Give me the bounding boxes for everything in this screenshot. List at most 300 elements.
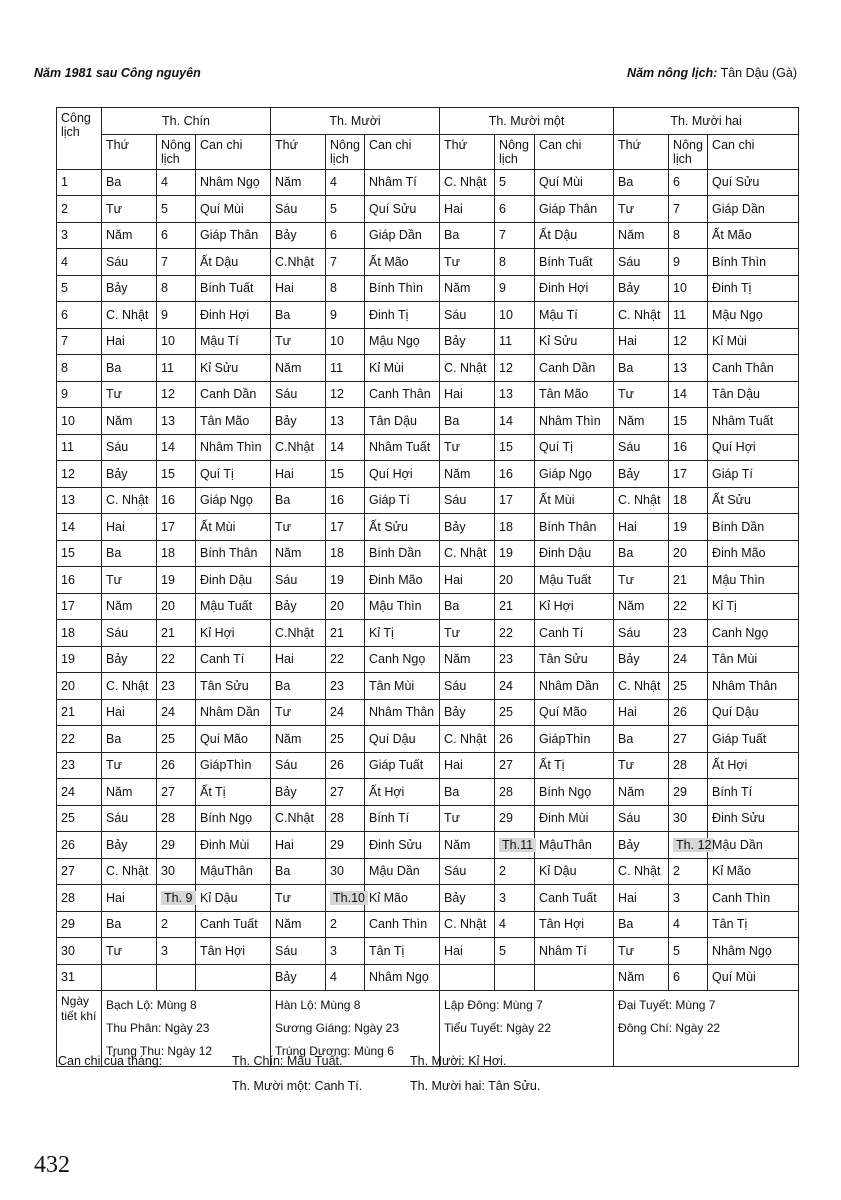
lunar-day-cell: 6: [157, 222, 196, 249]
weekday-cell: Hai: [614, 328, 669, 355]
month-start-marker: Th. 12: [673, 838, 714, 852]
can-chi-cell: Giáp Thân: [196, 222, 271, 249]
can-chi-header: Can chi: [365, 134, 440, 169]
tiet-khi-entry: Lập Đông: Mùng 7: [444, 998, 543, 1012]
lunar-day-cell: 27: [326, 779, 365, 806]
can-chi-cell: Bính Thân: [196, 540, 271, 567]
can-chi-cell: Đinh Tị: [708, 275, 799, 302]
can-chi-cell: Nhâm Tuất: [708, 408, 799, 435]
can-chi-cell: Bính Thân: [535, 514, 614, 541]
weekday-cell: Tư: [614, 196, 669, 223]
lunar-day-cell: 23: [495, 646, 535, 673]
lunar-day-cell: 22: [495, 620, 535, 647]
lunar-day-cell: 8: [157, 275, 196, 302]
sub-header-row: [57, 134, 799, 169]
weekday-cell: Hai: [614, 699, 669, 726]
lunar-day-cell: 2: [157, 911, 196, 938]
weekday-cell: Năm: [440, 275, 495, 302]
lunar-day-cell: 18: [669, 487, 708, 514]
lunar-day-cell: 21: [157, 620, 196, 647]
tiet-khi-entry: Hàn Lộ: Mùng 8: [275, 998, 361, 1012]
weekday-cell: Bảy: [271, 593, 326, 620]
can-chi-cell: Nhâm Tí: [365, 169, 440, 196]
weekday-cell: Năm: [614, 408, 669, 435]
can-chi-cell: Canh Tuất: [535, 885, 614, 912]
can-chi-cell: Ất Sửu: [365, 514, 440, 541]
lunar-day-cell: 17: [495, 487, 535, 514]
weekday-cell: Sáu: [102, 805, 157, 832]
lunar-day-cell: 8: [495, 249, 535, 276]
weekday-cell: Tư: [102, 381, 157, 408]
lunar-day-cell: 21: [669, 567, 708, 594]
weekday-cell: Tư: [440, 805, 495, 832]
lunar-day-cell: 16: [157, 487, 196, 514]
can-chi-cell: Bính Tuất: [535, 249, 614, 276]
can-chi-cell: Ất Dậu: [535, 222, 614, 249]
calendar-table: [56, 107, 799, 1067]
can-chi-cell: Nhâm Thân: [365, 699, 440, 726]
can-chi-cell: Bính Dần: [365, 540, 440, 567]
lunar-day-cell: 2: [495, 858, 535, 885]
lunar-day-cell: 11: [157, 355, 196, 382]
weekday-cell: Hai: [102, 885, 157, 912]
lunar-day-cell: 12: [326, 381, 365, 408]
weekday-cell: Bảy: [102, 832, 157, 859]
lunar-day-cell: 19: [326, 567, 365, 594]
lunar-day-cell: 15: [669, 408, 708, 435]
can-chi-cell: Kỉ Mão: [708, 858, 799, 885]
lunar-day-cell: 9: [495, 275, 535, 302]
tiet-khi-entry: Đại Tuyết: Mùng 7: [618, 998, 716, 1012]
can-chi-cell: [535, 964, 614, 991]
can-chi-header: Can chi: [535, 134, 614, 169]
weekday-cell: Bảy: [440, 885, 495, 912]
weekday-cell: Ba: [271, 302, 326, 329]
can-chi-cell: Nhâm Thìn: [535, 408, 614, 435]
can-chi-cell: Nhâm Tí: [535, 938, 614, 965]
can-chi-cell: Tân Hợi: [196, 938, 271, 965]
weekday-cell: Sáu: [102, 434, 157, 461]
weekday-cell: Hai: [440, 196, 495, 223]
can-chi-cell: Mậu Dần: [708, 832, 799, 859]
can-chi-cell: Canh Thìn: [365, 911, 440, 938]
can-chi-cell: Quí Hợi: [365, 461, 440, 488]
can-chi-cell: Kỉ Mùi: [365, 355, 440, 382]
can-chi-cell: Tân Sửu: [535, 646, 614, 673]
weekday-cell: Năm: [102, 779, 157, 806]
weekday-cell: Sáu: [271, 752, 326, 779]
lunar-day-cell: 5: [157, 196, 196, 223]
cong-lich-header: Công lịch: [57, 108, 102, 170]
can-chi-cell: Quí Mùi: [708, 964, 799, 991]
month-start-marker: Th.11: [499, 838, 536, 852]
weekday-cell: Hai: [102, 514, 157, 541]
lunar-day-cell: [157, 964, 196, 991]
lunar-day-cell: 29: [669, 779, 708, 806]
tiet-khi-entry: Sương Giáng: Ngày 23: [275, 1021, 400, 1035]
can-chi-cell: Kỉ Tị: [365, 620, 440, 647]
day-cell: 14: [57, 514, 102, 541]
can-chi-cell: Giáp Tí: [365, 487, 440, 514]
can-chi-cell: Bính Thìn: [365, 275, 440, 302]
weekday-cell: Ba: [614, 726, 669, 753]
day-cell: 19: [57, 646, 102, 673]
weekday-cell: Sáu: [614, 434, 669, 461]
tiet-khi-entry: Đông Chí: Ngày 22: [618, 1021, 721, 1035]
can-chi-cell: Mậu Tuất: [196, 593, 271, 620]
weekday-cell: Ba: [614, 169, 669, 196]
page-number: 432: [34, 1152, 70, 1178]
can-chi-cell: Nhâm Thân: [708, 673, 799, 700]
weekday-cell: C. Nhật: [440, 355, 495, 382]
thu-header: Thứ: [271, 134, 326, 169]
footer-month-10: Th. Mười: Kỉ Hợi.: [410, 1054, 507, 1068]
page-header-left: Năm 1981 sau Công nguyên: [34, 66, 201, 80]
footer-label: Can chi của tháng:: [58, 1054, 163, 1068]
lunar-day-cell: 4: [326, 964, 365, 991]
can-chi-cell: Canh Tuất: [196, 911, 271, 938]
lunar-day-cell: 15: [495, 434, 535, 461]
thu-header: Thứ: [614, 134, 669, 169]
can-chi-cell: Kỉ Hợi: [535, 593, 614, 620]
lunar-day-cell: 16: [669, 434, 708, 461]
can-chi-cell: Nhâm Dần: [535, 673, 614, 700]
lunar-day-cell: 3: [495, 885, 535, 912]
day-cell: 29: [57, 911, 102, 938]
lunar-day-cell: 9: [157, 302, 196, 329]
table-row: [57, 408, 799, 435]
can-chi-cell: Canh Thân: [365, 381, 440, 408]
table-row: [57, 461, 799, 488]
table-row: [57, 567, 799, 594]
day-cell: 16: [57, 567, 102, 594]
weekday-cell: Hai: [440, 567, 495, 594]
weekday-cell: Tư: [614, 567, 669, 594]
lunar-day-cell: 23: [669, 620, 708, 647]
weekday-cell: Bảy: [271, 964, 326, 991]
lunar-day-cell: 13: [495, 381, 535, 408]
lunar-day-cell: 29: [495, 805, 535, 832]
lunar-day-cell: 29: [326, 832, 365, 859]
lunar-day-cell: 4: [157, 169, 196, 196]
weekday-cell: Bảy: [271, 779, 326, 806]
page-header-right: [627, 66, 797, 80]
table-row: [57, 222, 799, 249]
tiet-khi-cell: [614, 991, 799, 1067]
lunar-day-cell: 7: [326, 249, 365, 276]
lunar-day-cell: 4: [495, 911, 535, 938]
can-chi-cell: Mậu Ngọ: [365, 328, 440, 355]
weekday-cell: Bảy: [271, 222, 326, 249]
lunar-day-cell: 5: [326, 196, 365, 223]
weekday-cell: Tư: [440, 620, 495, 647]
weekday-cell: C.Nhật: [271, 434, 326, 461]
can-chi-cell: Quí Tị: [535, 434, 614, 461]
can-chi-cell: Đinh Dậu: [196, 567, 271, 594]
lunar-day-cell: 29: [157, 832, 196, 859]
weekday-cell: C. Nhật: [614, 487, 669, 514]
lunar-day-cell: 26: [157, 752, 196, 779]
can-chi-cell: Mậu Thìn: [708, 567, 799, 594]
lunar-day-cell: 22: [669, 593, 708, 620]
weekday-cell: Ba: [440, 408, 495, 435]
weekday-cell: Hai: [102, 699, 157, 726]
weekday-cell: Tư: [440, 249, 495, 276]
day-cell: 27: [57, 858, 102, 885]
lunar-year-value: Tân Dậu (Gà): [720, 66, 797, 80]
thu-header: Thứ: [102, 134, 157, 169]
lunar-day-cell: 7: [669, 196, 708, 223]
can-chi-cell: Đinh Hợi: [535, 275, 614, 302]
lunar-day-cell: 16: [495, 461, 535, 488]
day-cell: 15: [57, 540, 102, 567]
day-cell: 17: [57, 593, 102, 620]
weekday-cell: Ba: [271, 858, 326, 885]
can-chi-cell: Bính Dần: [708, 514, 799, 541]
day-cell: 8: [57, 355, 102, 382]
can-chi-cell: Đinh Sửu: [708, 805, 799, 832]
lunar-day-cell: 25: [495, 699, 535, 726]
weekday-cell: Sáu: [614, 805, 669, 832]
can-chi-cell: GiápThìn: [196, 752, 271, 779]
weekday-cell: Sáu: [271, 196, 326, 223]
can-chi-header: Can chi: [708, 134, 799, 169]
lunar-day-cell: 5: [495, 169, 535, 196]
day-cell: 7: [57, 328, 102, 355]
weekday-cell: Ba: [271, 673, 326, 700]
can-chi-cell: Bính Ngọ: [196, 805, 271, 832]
lunar-day-cell: 20: [495, 567, 535, 594]
weekday-cell: Hai: [271, 832, 326, 859]
can-chi-cell: Quí Mùi: [196, 196, 271, 223]
can-chi-cell: Đinh Mùi: [196, 832, 271, 859]
lunar-day-cell: 24: [669, 646, 708, 673]
can-chi-cell: GiápThìn: [535, 726, 614, 753]
weekday-cell: Ba: [102, 540, 157, 567]
lunar-day-cell: 19: [669, 514, 708, 541]
lunar-day-cell: 2: [326, 911, 365, 938]
weekday-cell: Bảy: [614, 646, 669, 673]
weekday-cell: Năm: [271, 911, 326, 938]
can-chi-cell: Quí Mùi: [535, 169, 614, 196]
weekday-cell: Năm: [440, 461, 495, 488]
lunar-day-cell: 25: [669, 673, 708, 700]
weekday-cell: Tư: [440, 434, 495, 461]
table-row: [57, 752, 799, 779]
can-chi-cell: Mậu Tí: [535, 302, 614, 329]
weekday-cell: Hai: [271, 275, 326, 302]
day-cell: 4: [57, 249, 102, 276]
can-chi-cell: Kỉ Tị: [708, 593, 799, 620]
lunar-day-cell: 25: [157, 726, 196, 753]
table-row: [57, 487, 799, 514]
lunar-day-cell: 30: [669, 805, 708, 832]
weekday-cell: Tư: [271, 699, 326, 726]
can-chi-cell: Giáp Tí: [708, 461, 799, 488]
lunar-day-cell: 13: [157, 408, 196, 435]
can-chi-cell: Ất Hợi: [365, 779, 440, 806]
lunar-day-cell: 6: [326, 222, 365, 249]
month-start-marker: Th. 9: [161, 891, 196, 905]
day-cell: 31: [57, 964, 102, 991]
weekday-cell: Năm: [440, 832, 495, 859]
lunar-day-cell: 3: [326, 938, 365, 965]
can-chi-cell: Ất Mão: [365, 249, 440, 276]
can-chi-cell: Ất Mão: [708, 222, 799, 249]
day-cell: 30: [57, 938, 102, 965]
weekday-cell: Bảy: [102, 461, 157, 488]
lunar-day-cell: 9: [669, 249, 708, 276]
weekday-cell: Tư: [614, 938, 669, 965]
month-start-marker: Th.10: [330, 891, 368, 905]
weekday-cell: Bảy: [440, 699, 495, 726]
lunar-day-cell: 9: [326, 302, 365, 329]
can-chi-cell: Ất Hợi: [708, 752, 799, 779]
can-chi-cell: Nhâm Dần: [196, 699, 271, 726]
table-row: [57, 911, 799, 938]
weekday-cell: Bảy: [614, 832, 669, 859]
weekday-cell: Tư: [102, 196, 157, 223]
lunar-day-cell: 5: [495, 938, 535, 965]
can-chi-cell: Quí Sửu: [708, 169, 799, 196]
lunar-day-cell: 14: [326, 434, 365, 461]
lunar-day-cell: 8: [326, 275, 365, 302]
weekday-cell: Ba: [440, 593, 495, 620]
weekday-cell: Sáu: [102, 620, 157, 647]
nong-lich-header: Nông lịch: [157, 134, 196, 169]
weekday-cell: C.Nhật: [271, 805, 326, 832]
weekday-cell: Sáu: [440, 858, 495, 885]
lunar-day-cell: 19: [157, 567, 196, 594]
lunar-day-cell: 27: [157, 779, 196, 806]
can-chi-cell: Giáp Thân: [535, 196, 614, 223]
weekday-cell: Sáu: [271, 567, 326, 594]
lunar-day-cell: 23: [326, 673, 365, 700]
weekday-cell: C. Nhật: [102, 302, 157, 329]
can-chi-cell: Kỉ Sửu: [535, 328, 614, 355]
can-chi-cell: Giáp Dần: [365, 222, 440, 249]
lunar-day-cell: [326, 885, 365, 912]
can-chi-cell: Ất Sửu: [708, 487, 799, 514]
tiet-khi-label: Ngày tiết khí: [57, 991, 102, 1067]
can-chi-cell: Canh Dần: [196, 381, 271, 408]
weekday-cell: C. Nhật: [440, 169, 495, 196]
lunar-day-cell: 28: [326, 805, 365, 832]
weekday-cell: Sáu: [614, 249, 669, 276]
can-chi-cell: Đinh Mão: [708, 540, 799, 567]
day-cell: 26: [57, 832, 102, 859]
table-row: [57, 434, 799, 461]
can-chi-cell: Kỉ Sửu: [196, 355, 271, 382]
lunar-day-cell: 30: [157, 858, 196, 885]
lunar-day-cell: 23: [157, 673, 196, 700]
day-cell: 12: [57, 461, 102, 488]
day-cell: 20: [57, 673, 102, 700]
lunar-day-cell: 12: [669, 328, 708, 355]
day-cell: 13: [57, 487, 102, 514]
can-chi-cell: Canh Thân: [708, 355, 799, 382]
weekday-cell: Hai: [614, 885, 669, 912]
weekday-cell: Hai: [440, 938, 495, 965]
lunar-day-cell: 22: [326, 646, 365, 673]
can-chi-cell: MậuThân: [196, 858, 271, 885]
can-chi-cell: Bính Tí: [708, 779, 799, 806]
lunar-day-cell: 18: [157, 540, 196, 567]
lunar-day-cell: 10: [157, 328, 196, 355]
weekday-cell: Hai: [614, 514, 669, 541]
table-row: [57, 726, 799, 753]
lunar-day-cell: 18: [495, 514, 535, 541]
table-row: [57, 805, 799, 832]
can-chi-cell: Đinh Dậu: [535, 540, 614, 567]
weekday-cell: C. Nhật: [614, 673, 669, 700]
day-cell: 21: [57, 699, 102, 726]
table-row: [57, 938, 799, 965]
lunar-day-cell: 4: [326, 169, 365, 196]
lunar-day-cell: 26: [669, 699, 708, 726]
can-chi-cell: Canh Ngọ: [365, 646, 440, 673]
can-chi-cell: Tân Mão: [196, 408, 271, 435]
weekday-cell: Hai: [440, 752, 495, 779]
lunar-day-cell: 3: [669, 885, 708, 912]
table-row: [57, 620, 799, 647]
lunar-day-cell: 14: [669, 381, 708, 408]
month-header: Th. Mười hai: [614, 108, 799, 135]
can-chi-cell: Đinh Mão: [365, 567, 440, 594]
table-row: [57, 646, 799, 673]
weekday-cell: Bảy: [614, 461, 669, 488]
weekday-cell: Ba: [102, 911, 157, 938]
weekday-cell: Sáu: [440, 302, 495, 329]
weekday-cell: Tư: [102, 567, 157, 594]
can-chi-cell: Ất Mùi: [196, 514, 271, 541]
weekday-cell: Ba: [102, 355, 157, 382]
weekday-cell: Năm: [271, 355, 326, 382]
table-row: [57, 885, 799, 912]
can-chi-header: Can chi: [196, 134, 271, 169]
table-row: [57, 328, 799, 355]
footer-month-11: Th. Mười một: Canh Tí.: [232, 1079, 363, 1093]
lunar-day-cell: [495, 964, 535, 991]
can-chi-cell: MậuThân: [535, 832, 614, 859]
lunar-day-cell: 2: [669, 858, 708, 885]
can-chi-cell: Canh Tí: [535, 620, 614, 647]
day-cell: 9: [57, 381, 102, 408]
can-chi-cell: Bính Tí: [365, 805, 440, 832]
day-cell: 28: [57, 885, 102, 912]
table-row: [57, 249, 799, 276]
lunar-day-cell: 8: [669, 222, 708, 249]
month-header: Th. Mười: [271, 108, 440, 135]
weekday-cell: [440, 964, 495, 991]
lunar-day-cell: 24: [495, 673, 535, 700]
lunar-day-cell: 5: [669, 938, 708, 965]
can-chi-cell: Bính Ngọ: [535, 779, 614, 806]
lunar-day-cell: 17: [669, 461, 708, 488]
weekday-cell: Bảy: [102, 275, 157, 302]
table-row: [57, 673, 799, 700]
weekday-cell: [102, 964, 157, 991]
can-chi-cell: Canh Tí: [196, 646, 271, 673]
can-chi-cell: Đinh Hợi: [196, 302, 271, 329]
lunar-day-cell: 11: [669, 302, 708, 329]
lunar-day-cell: 27: [669, 726, 708, 753]
can-chi-cell: Nhâm Ngọ: [708, 938, 799, 965]
can-chi-cell: Mậu Tuất: [535, 567, 614, 594]
table-row: [57, 832, 799, 859]
tiet-khi-entry: Trung Thu: Ngày 12: [106, 1044, 213, 1058]
can-chi-cell: Ất Mùi: [535, 487, 614, 514]
